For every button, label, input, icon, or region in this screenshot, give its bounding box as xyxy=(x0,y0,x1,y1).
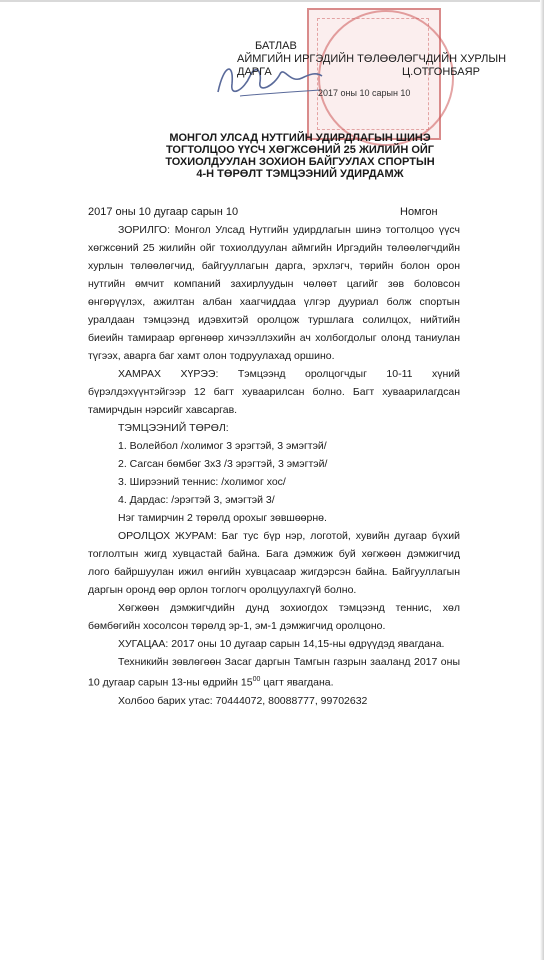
title-line: ТОХИОЛДУУЛАН ЗОХИОН БАЙГУУЛАХ СПОРТЫН xyxy=(165,156,435,168)
list-item: 3. Ширээний теннис: /холимог хос/ xyxy=(118,476,286,488)
approval-date: 2017 оны 10 сарын 10 xyxy=(318,88,411,98)
tech-text: Техникийн зөвлөгөөн Засаг даргын Тамгын газрын зааланд 2017 оны 10 дугаар сарын 13-ны өдрийн 15 xyxy=(88,656,460,689)
goal-paragraph: ЗОРИЛГО: Монгол Улсад Нутгийн удирдлагын шинэ тогтолцоо үүсч хөгжсөний 25 жилийн ойг тохиолдуулан аймгийн Иргэдийн төлөөлөгчдийн хурлын төлөөлөгчид, байгууллагын дарга, эрхлэгч, төрийн болон орон нутгийн өмчит компаний захирлуудын чөлөөт цагийг зөв боловсон өнгөрүүлэх, ажилтан албан хаагчиддаа үлгэр дууриал болж спортын уралдаан тэмцээнд идэвхитэй оролцож туршлага солилцох, нийтийн биеийн тамираар өргөнөөр хичээллэхийн ач холбогдолыг олонд таниулан түгээх, аварга баг хамт олон тодруулахад оршино. xyxy=(88,224,460,362)
technical-meeting-paragraph xyxy=(88,653,460,692)
approval-org: АЙМГИЙН ИРГЭДИЙН ТӨЛӨӨЛӨГЧДИЙН ХУРЛЫН xyxy=(237,53,507,65)
approval-name: Ц.ОТГОНБАЯР xyxy=(402,66,480,78)
title-line: 4-Н ТӨРӨЛТ ТЭМЦЭЭНИЙ УДИРДАМЖ xyxy=(196,168,404,180)
deadline-paragraph: ХУГАЦАА: 2017 оны 10 дугаар сарын 14,15-ны өдрүүдэд явагдана. xyxy=(118,638,445,650)
tech-text-end: цагт явагдана. xyxy=(260,676,334,689)
scan-shadow xyxy=(540,0,544,960)
tech-time-sup: 00 xyxy=(252,676,261,683)
document-body xyxy=(88,221,460,710)
approval-position: ДАРГА xyxy=(237,66,272,78)
document-title xyxy=(150,132,450,180)
title-line: ТОГТОЛЦОО ҮҮСЧ ХӨГЖСӨНИЙ 25 ЖИЛИЙН ОЙГ xyxy=(165,144,435,156)
document-place: Номгон xyxy=(400,206,438,218)
procedure-paragraph: ОРОЛЦОХ ЖУРАМ: Баг тус бүр нэр, логотой, хувийн дугаар бүхий тоглолтын жигд хувцастай байна. Бага дэмжиж буй хөгжөөн дэмжигчид лого байршуулан ижил өнгийн хувцасаар жигдэрсэн байна. Байгууллагын даргын оронд өөр орлон тоглогч оролцуулахгүй болно. xyxy=(88,530,460,596)
scan-edge xyxy=(0,0,544,2)
contact-paragraph: Холбоо барих утас: 70444072, 80088777, 99702632 xyxy=(118,694,368,707)
title-line: МОНГОЛ УЛСАД НУТГИЙН УДИРДЛАГЫН ШИНЭ xyxy=(169,132,431,144)
list-item: 4. Дардас: /эрэгтэй 3, эмэгтэй 3/ xyxy=(118,494,275,506)
types-heading: ТЭМЦЭЭНИЙ ТӨРӨЛ: xyxy=(118,422,229,434)
list-item: 2. Сагсан бөмбөг 3x3 /3 эрэгтэй, 3 эмэгтэй/ xyxy=(118,458,328,470)
document-date: 2017 оны 10 дугаар сарын 10 xyxy=(88,206,239,218)
types-note: Нэг тамирчин 2 төрөлд орохыг зөвшөөрнө. xyxy=(118,512,327,524)
approval-heading: БАТЛАВ xyxy=(255,40,297,52)
supporters-paragraph: Хөгжөөн дэмжигчдийн дунд зохиогдох тэмцээнд теннис, хөл бөмбөгийн хосолсон төрөлд эр-1, эм-1 дэмжигчид оролцоно. xyxy=(88,602,460,632)
list-item: 1. Волейбол /холимог 3 эрэгтэй, 3 эмэгтэй/ xyxy=(118,440,327,452)
participants-paragraph: ХАМРАХ ХҮРЭЭ: Тэмцээнд оролцогчдыг 10-11 хүний бүрэлдэхүүнтэйгээр 12 багт хуваарилсан болно. Багт хуваарилагдсан тамирчдын нэрсийг хавсаргав. xyxy=(88,368,460,416)
